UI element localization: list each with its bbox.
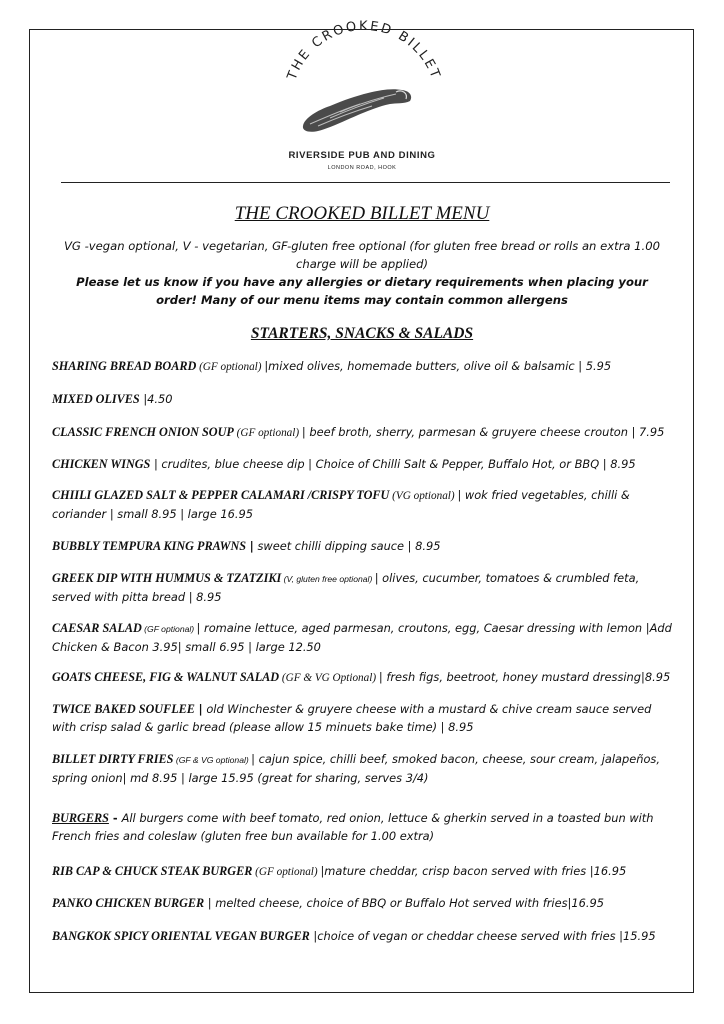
menu-item [52,668,672,687]
crooked-billet-logo [0,0,724,175]
burgers-label: BURGERS [52,811,109,825]
item-description: | cajun spice, chilli beef, smoked bacon, cheese, sour cream, jalapeños, spring onion| md 8.95 | large 15.95 (great for sharing, serves 3/4) [52,752,660,785]
logo-arc-text: THE CROOKED BILLET [284,18,444,83]
menu-item [52,455,672,473]
item-description: | beef broth, sherry, parmesan & gruyere cheese crouton | 7.95 [301,425,665,439]
menu-title: THE CROOKED BILLET MENU [234,203,490,224]
item-note: (GF optional) [233,427,302,439]
item-description: |mixed olives, homemade butters, olive oil & balsamic | 5.95 [264,359,612,373]
item-name: BANGKOK SPICY ORIENTAL VEGAN BURGER [52,929,310,943]
log-icon [303,89,411,132]
item-description: | crudites, blue cheese dip | Choice of Chilli Salt & Pepper, Buffalo Hot, or BBQ | 8.95 [150,457,636,471]
burgers-header [52,809,672,845]
item-name: SHARING BREAD BOARD [52,359,197,373]
item-note: (GF optional) [196,361,265,373]
item-name: BUBBLY TEMPURA KING PRAWNS [52,539,247,553]
item-name: PANKO CHICKEN BURGER [52,896,205,910]
burgers-description: All burgers come with beef tomato, red onion, lettuce & gherkin served in a toasted bun with French fries and coleslaw (gluten free bun available for 1.00 extra) [52,811,654,843]
menu-item [52,486,672,523]
item-note: (GF & VG optional) [173,755,252,765]
logo-tagline: RIVERSIDE PUB AND DINING [288,150,436,161]
menu-item [52,569,672,606]
intro-dietary-key: VG -vegan optional, V - vegetarian, GF-gluten free optional (for gluten free bread or rolls an extra 1.00 charge will be applied) [64,239,660,271]
item-description: | melted cheese, choice of BBQ or Buffalo Hot served with fries|16.95 [204,896,604,910]
item-description: sweet chilli dipping sauce | 8.95 [253,539,441,553]
item-name: TWICE BAKED SOUFLEE [52,702,195,716]
item-name: BILLET DIRTY FRIES [52,752,174,766]
menu-item [52,927,672,945]
item-name: CAESAR SALAD [52,621,142,635]
menu-item [52,390,672,408]
item-name: CHICKEN WINGS [52,457,151,471]
item-note: (GF optional) [141,624,197,634]
item-description: old Winchester & gruyere cheese with a mustard & chive cream sauce served with crisp salad & garlic bread (please allow 15 minuets bake time) | 8.95 [52,702,652,734]
menu-intro [54,237,670,309]
item-name: GREEK DIP WITH HUMMUS & TZATZIKI [52,571,282,585]
menu-item: TWICE BAKED SOUFLEE | old Winchester & gruyere cheese with a mustard & chive cream sauce served with crisp salad & garlic bread (please allow 15 minuets bake time) | 8.95 [52,702,652,734]
item-description: | fresh figs, beetroot, honey mustard dressing|8.95 [378,670,671,684]
item-name: GOATS CHEESE, FIG & WALNUT SALAD [52,670,280,684]
item-description: | wok fried vegetables, chilli & coriander | small 8.95 | large 16.95 [52,488,630,521]
menu-item [52,750,672,787]
item-description: | olives, cucumber, tomatoes & crumbled feta, served with pitta bread | 8.95 [52,571,640,604]
item-description: | romaine lettuce, aged parmesan, croutons, egg, Caesar dressing with lemon |Add Chicken & Bacon 3.95| small 6.95 | large 12.50 [52,621,672,654]
intro-allergy-note: Please let us know if you have any allergies or dietary requirements when placing your order! Many of our menu items may contain common allergens [76,275,648,307]
section-title: STARTERS, SNACKS & SALADS [250,325,474,342]
menu-item [52,619,672,656]
item-note: (V, gluten free optional) [281,574,375,584]
item-note: (GF optional) [252,866,321,878]
item-description: |4.50 [139,392,173,406]
item-description: |mature cheddar, crisp bacon served with fries |16.95 [320,864,627,878]
menu-item: BUBBLY TEMPURA KING PRAWNS | sweet chilli dipping sauce | 8.95 [52,539,441,553]
item-description: |choice of vegan or cheddar cheese served with fries |15.95 [309,929,656,943]
menu-item [52,862,672,881]
item-note: (GF & VG Optional) [279,672,379,684]
item-name: CLASSIC FRENCH ONION SOUP [52,425,234,439]
menu-item [52,357,672,376]
burgers-separator: - [108,811,122,825]
item-note: (VG optional) [389,490,458,502]
svg-text:THE CROOKED BILLET [284,19,443,83]
menu-item [52,423,672,442]
item-name: CHIILI GLAZED SALT & PEPPER CALAMARI /CRISPY TOFU [52,488,390,502]
item-name: RIB CAP & CHUCK STEAK BURGER [52,864,253,878]
item-name: MIXED OLIVES [52,392,140,406]
logo-address: LONDON ROAD, HOOK [327,165,397,171]
header-divider [61,182,670,183]
menu-item [52,894,672,912]
